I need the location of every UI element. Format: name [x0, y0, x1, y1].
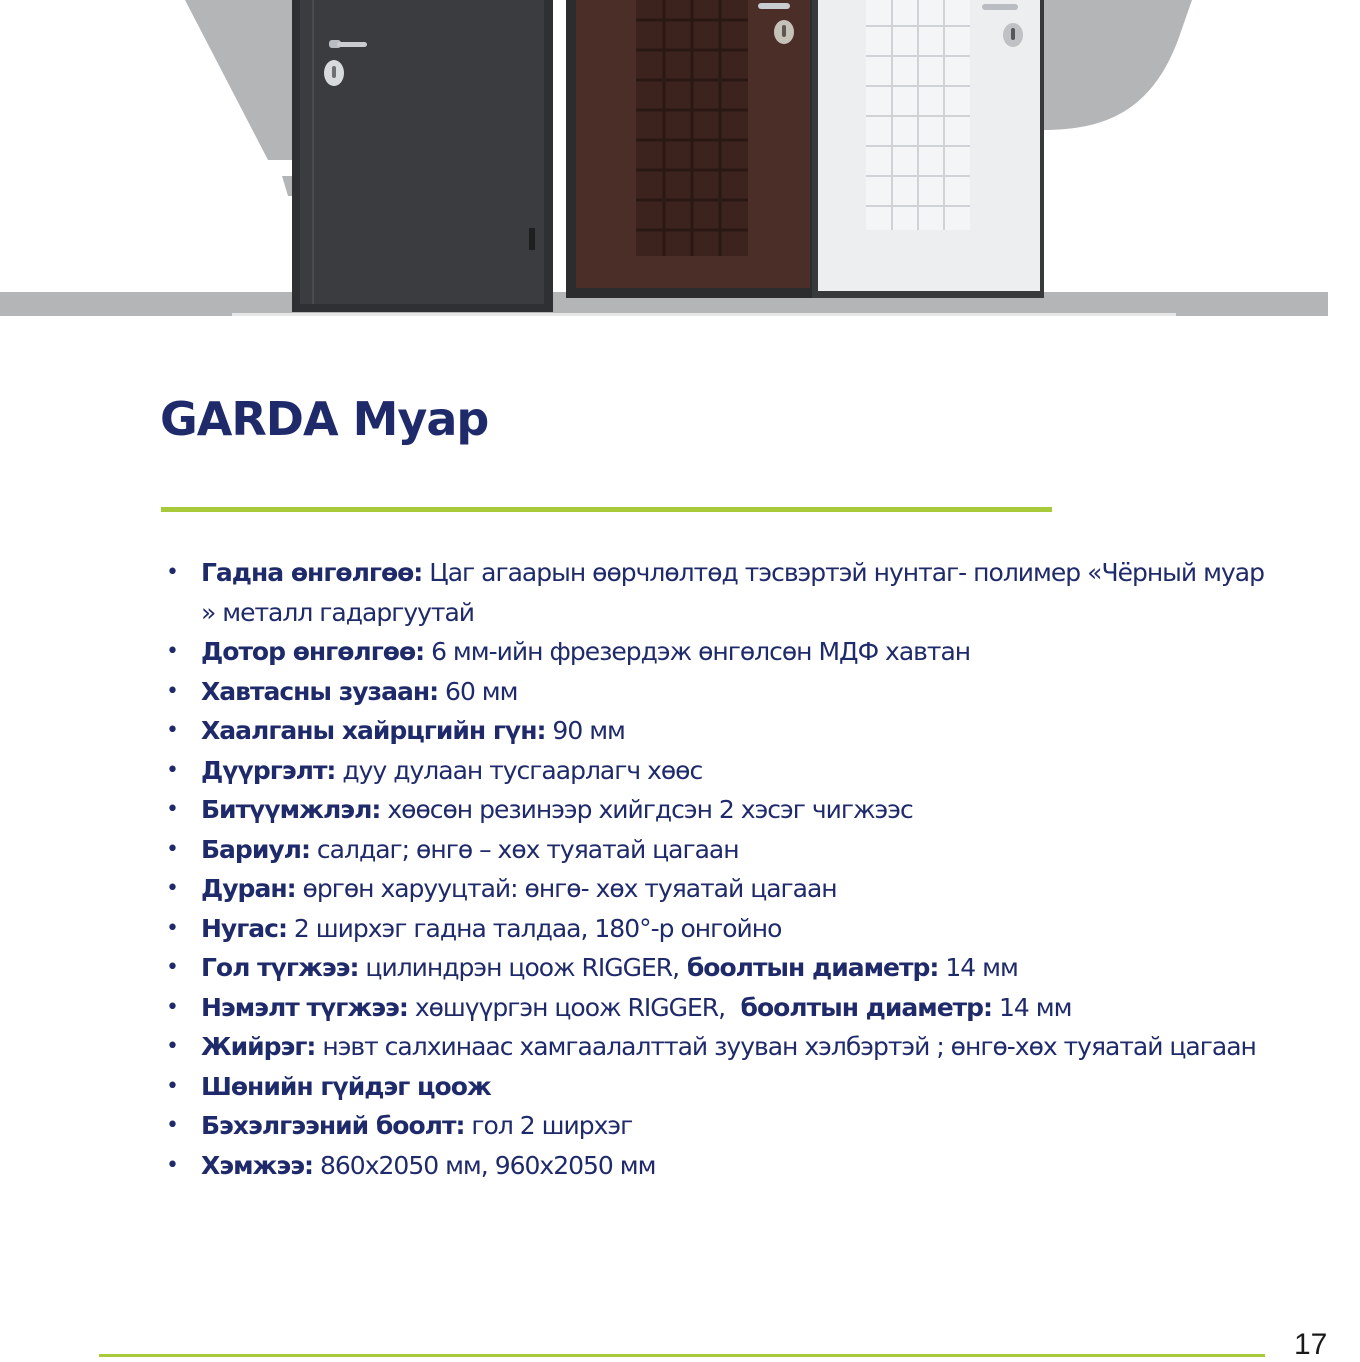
- door-white-mdf: [812, 0, 1044, 298]
- spec-item: [160, 948, 1264, 988]
- spec-list: [160, 553, 1264, 1185]
- spec-label: Хавтасны зузаан:: [201, 676, 439, 706]
- spec-item: [160, 790, 1264, 830]
- spec-value: 60 мм: [438, 676, 518, 706]
- product-doors-image: [0, 0, 1360, 330]
- spec-item: [160, 1146, 1264, 1186]
- title-divider: [161, 507, 1052, 512]
- spec-label: Гол түгжээ:: [201, 953, 359, 982]
- spec-item: [160, 1106, 1264, 1146]
- door-dark-metal: [292, 0, 553, 312]
- spec-item: [160, 988, 1264, 1028]
- spec-value: нэвт салхинаас хамгаалалттай зууван хэлбэртэй ; өнгө-хөх туяатай цагаан: [315, 1032, 1256, 1061]
- spec-label: Нэмэлт түгжээ:: [201, 992, 408, 1022]
- spec-value: Цаг агаарын өөрчлөлтөд тэсвэртэй нунтаг- полимер «Чёрный муар » металл гадаргуутай: [201, 558, 1265, 627]
- spec-item: [160, 869, 1264, 909]
- spec-item: [160, 830, 1264, 870]
- spec-value: 2 ширхэг гадна талдаа, 180°-р онгойно: [286, 913, 782, 943]
- spec-label: боолтын диаметр:: [679, 953, 939, 982]
- door-brown-mdf: [566, 0, 818, 298]
- product-title: GARDA Муар: [160, 392, 489, 446]
- spec-item: [160, 909, 1264, 949]
- spec-label: Нугас:: [201, 913, 287, 943]
- spec-label: Хэмжээ:: [201, 1150, 314, 1180]
- spec-item: [160, 1067, 1264, 1107]
- spec-value: гол 2 ширхэг: [464, 1111, 633, 1140]
- spec-value: 90 мм: [545, 716, 625, 745]
- spec-label: боолтын диаметр:: [725, 992, 993, 1022]
- spec-label: Бэхэлгээний боолт:: [201, 1111, 465, 1140]
- spec-label: Дотор өнгөлгөө:: [201, 637, 425, 666]
- footer-divider: [99, 1354, 1265, 1357]
- spec-label: Дүүргэлт:: [201, 755, 336, 785]
- spec-item: [160, 1027, 1264, 1067]
- spec-label: Жийрэг:: [201, 1032, 316, 1061]
- spec-value: хөшүүргэн цоож RIGGER,: [407, 992, 726, 1022]
- spec-item: [160, 553, 1264, 632]
- spec-value: өргөн харууцтай: өнгө- хөх туяатай цагаан: [295, 874, 837, 903]
- spec-value: 14 мм: [938, 953, 1018, 982]
- spec-item: [160, 632, 1264, 672]
- spec-item: [160, 672, 1264, 712]
- spec-label: Шөнийн гүйдэг цоож: [201, 1071, 491, 1101]
- spec-value: цилиндрэн цоож RIGGER,: [358, 953, 680, 982]
- spec-item: [160, 711, 1264, 751]
- page-number: 17: [1294, 1328, 1328, 1361]
- spec-label: Битүүмжлэл:: [201, 795, 381, 824]
- spec-value: хөөсөн резинээр хийгдсэн 2 хэсэг чигжээс: [380, 795, 913, 824]
- spec-value: 14 мм: [992, 992, 1072, 1022]
- spec-item: [160, 751, 1264, 791]
- spec-value: салдаг; өнгө – хөх туяатай цагаан: [309, 834, 739, 864]
- spec-value: 6 мм-ийн фрезердэж өнгөлсөн МДФ хавтан: [424, 637, 971, 666]
- spec-value: дуу дулаан тусгаарлагч хөөс: [335, 755, 703, 785]
- spec-label: Дуран:: [201, 874, 296, 903]
- spec-value: 860х2050 мм, 960х2050 мм: [313, 1150, 656, 1180]
- spec-label: Бариул:: [201, 834, 310, 864]
- spec-label: Гадна өнгөлгөө:: [201, 558, 423, 587]
- spec-label: Хаалганы хайрцгийн гүн:: [201, 716, 546, 745]
